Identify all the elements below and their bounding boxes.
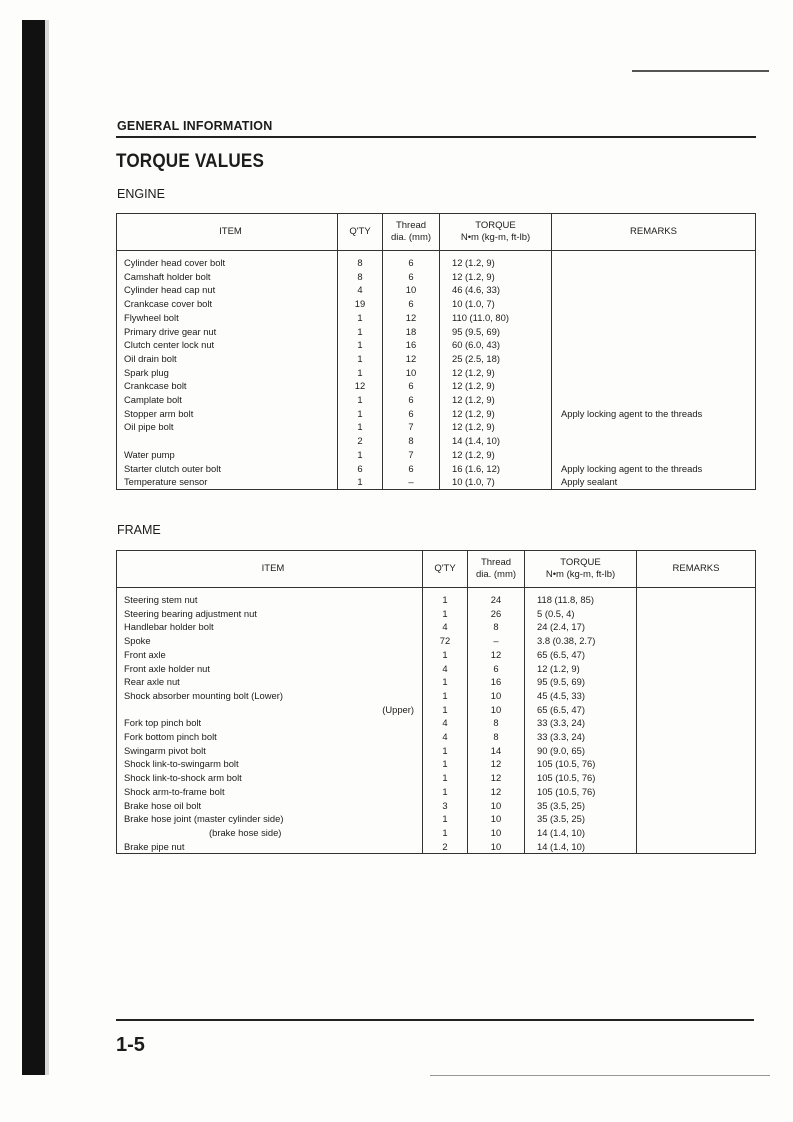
column-header-remarks [637,551,756,588]
qty-cell: 1 [423,648,468,662]
qty-cell: 1 [423,675,468,689]
item-cell: (brake hose side) [117,826,423,840]
qty-cell: 1 [423,812,468,826]
header-rule [116,136,756,138]
torque-cell: 35 (3.5, 25) [525,799,637,813]
qty-cell: 1 [423,703,468,717]
torque-cell: 95 (9.5, 69) [525,675,637,689]
column-header-item-label: ITEM [261,563,285,574]
remarks-cell [637,785,756,799]
table-row [117,297,756,311]
remarks-cell [552,434,756,448]
table-row [117,379,756,393]
table-row [117,744,756,758]
item-cell: Shock absorber mounting bolt (Lower) [117,689,423,703]
table-row [117,648,756,662]
item-cell: Shock link-to-shock arm bolt [117,771,423,785]
table-row [117,812,756,826]
thread-cell: 6 [468,662,525,676]
remarks-cell [637,648,756,662]
qty-cell: 4 [338,283,383,297]
item-cell: Crankcase cover bolt [117,297,338,311]
column-header-qty-label: Q'TY [349,226,371,237]
remarks-cell [637,716,756,730]
table-row [117,785,756,799]
item-cell: Cylinder head cover bolt [117,251,338,270]
thread-cell: 8 [468,620,525,634]
thread-cell: 12 [468,757,525,771]
thread-cell: 18 [383,325,440,339]
item-cell: Primary drive gear nut [117,325,338,339]
remarks-cell [637,730,756,744]
remarks-cell [552,251,756,270]
torque-cell: 5 (0.5, 4) [525,607,637,621]
column-header-item [117,551,423,588]
qty-cell: 1 [423,689,468,703]
thread-cell: 16 [468,675,525,689]
torque-cell: 105 (10.5, 76) [525,757,637,771]
binding-shadow [45,20,49,1075]
qty-cell: 2 [423,840,468,854]
qty-cell: 6 [338,462,383,476]
item-cell: Flywheel bolt [117,311,338,325]
thread-cell: – [383,475,440,489]
item-cell: Fork top pinch bolt [117,716,423,730]
thread-cell: 12 [383,352,440,366]
torque-cell: 12 (1.2, 9) [440,407,552,421]
qty-cell: 72 [423,634,468,648]
table-row [117,251,756,270]
torque-cell: 24 (2.4, 17) [525,620,637,634]
thread-cell: 12 [468,785,525,799]
thread-cell: 6 [383,251,440,270]
column-header-qty [423,551,468,588]
torque-cell: 12 (1.2, 9) [440,270,552,284]
thread-cell: – [468,634,525,648]
remarks-cell [637,703,756,717]
remarks-cell [552,283,756,297]
torque-cell: 95 (9.5, 69) [440,325,552,339]
torque-cell: 16 (1.6, 12) [440,462,552,476]
table-row [117,325,756,339]
item-cell: Spark plug [117,366,338,380]
qty-cell: 2 [338,434,383,448]
item-cell: Stopper arm bolt [117,407,338,421]
item-cell: Steering bearing adjustment nut [117,607,423,621]
item-cell: Brake hose oil bolt [117,799,423,813]
thread-cell: 7 [383,420,440,434]
table-row [117,840,756,854]
thread-cell: 8 [468,730,525,744]
torque-cell: 33 (3.3, 24) [525,716,637,730]
table-row [117,475,756,489]
torque-cell: 12 (1.2, 9) [440,366,552,380]
item-cell: Temperature sensor [117,475,338,489]
qty-cell: 1 [423,785,468,799]
qty-cell: 1 [338,475,383,489]
table-row [117,338,756,352]
column-header-thread [383,214,440,251]
thread-cell: 6 [383,297,440,311]
engine-section-label: ENGINE [117,187,165,201]
torque-cell: 65 (6.5, 47) [525,648,637,662]
item-cell: Starter clutch outer bolt [117,462,338,476]
item-cell: Front axle holder nut [117,662,423,676]
column-header-remarks-label: REMARKS [630,226,677,237]
column-header-remarks-label: REMARKS [672,563,720,574]
thread-cell: 10 [468,689,525,703]
remarks-cell [637,588,756,607]
item-cell: Brake hose joint (master cylinder side) [117,812,423,826]
torque-cell: 46 (4.6, 33) [440,283,552,297]
item-cell [117,434,338,448]
table-row [117,434,756,448]
thread-cell: 6 [383,379,440,393]
table-row [117,771,756,785]
remarks-cell [637,675,756,689]
torque-cell: 12 (1.2, 9) [440,420,552,434]
qty-cell: 4 [423,716,468,730]
torque-cell: 3.8 (0.38, 2.7) [525,634,637,648]
thread-cell: 6 [383,393,440,407]
qty-cell: 3 [423,799,468,813]
torque-cell: 45 (4.5, 33) [525,689,637,703]
item-cell: Water pump [117,448,338,462]
item-cell: Cylinder head cap nut [117,283,338,297]
qty-cell: 1 [338,325,383,339]
qty-cell: 1 [338,407,383,421]
table-row [117,588,756,607]
item-cell: Handlebar holder bolt [117,620,423,634]
qty-cell: 1 [423,771,468,785]
thread-cell: 6 [383,462,440,476]
remarks-cell [637,840,756,854]
column-header-thread-line1: Thread [480,557,512,568]
remarks-cell [552,420,756,434]
torque-cell: 25 (2.5, 18) [440,352,552,366]
item-cell: Spoke [117,634,423,648]
remarks-cell [637,607,756,621]
remarks-cell [637,826,756,840]
thread-cell: 8 [383,434,440,448]
thread-cell: 10 [468,840,525,854]
frame-torque-table [116,550,756,854]
column-header-torque-line2: N•m (kg-m, ft-lb) [545,569,616,580]
qty-cell: 1 [338,311,383,325]
table-row [117,352,756,366]
qty-cell: 1 [338,352,383,366]
column-header-remarks [552,214,756,251]
torque-cell: 105 (10.5, 76) [525,785,637,799]
table-row [117,607,756,621]
column-header-torque-line1: TORQUE [475,220,516,231]
torque-cell: 12 (1.2, 9) [440,379,552,393]
thread-cell: 10 [383,366,440,380]
binding-edge [22,20,45,1075]
remarks-cell [552,311,756,325]
table-row [117,730,756,744]
item-cell: Oil pipe bolt [117,420,338,434]
table-row [117,462,756,476]
torque-cell: 14 (1.4, 10) [440,434,552,448]
column-header-item [117,214,338,251]
thread-cell: 10 [468,826,525,840]
remarks-cell [637,812,756,826]
table-row [117,620,756,634]
item-cell: Steering stem nut [117,588,423,607]
table-row [117,757,756,771]
item-cell: Shock link-to-swingarm bolt [117,757,423,771]
thread-cell: 7 [383,448,440,462]
bottom-rule [430,1075,770,1076]
table-row [117,689,756,703]
frame-section-label: FRAME [117,523,161,537]
qty-cell: 1 [423,588,468,607]
engine-header-row [117,214,756,251]
thread-cell: 10 [468,703,525,717]
table-row [117,448,756,462]
column-header-thread-line2: dia. (mm) [475,569,517,580]
item-cell: Clutch center lock nut [117,338,338,352]
column-header-torque [525,551,637,588]
torque-cell: 65 (6.5, 47) [525,703,637,717]
table-row [117,407,756,421]
table-row [117,393,756,407]
column-header-qty-label: Q'TY [434,563,456,574]
table-row [117,634,756,648]
table-row [117,662,756,676]
table-row [117,283,756,297]
torque-cell: 12 (1.2, 9) [525,662,637,676]
qty-cell: 4 [423,662,468,676]
item-cell: Camshaft holder bolt [117,270,338,284]
remarks-cell [637,799,756,813]
torque-cell: 12 (1.2, 9) [440,393,552,407]
qty-cell: 1 [338,448,383,462]
remarks-cell [552,297,756,311]
thread-cell: 12 [468,648,525,662]
table-row [117,703,756,717]
qty-cell: 4 [423,730,468,744]
remarks-cell [637,620,756,634]
page-title: TORQUE VALUES [116,151,265,172]
table-row [117,826,756,840]
column-header-thread-line2: dia. (mm) [390,232,432,243]
qty-cell: 4 [423,620,468,634]
table-row [117,799,756,813]
table-row [117,311,756,325]
torque-cell: 12 (1.2, 9) [440,251,552,270]
torque-cell: 12 (1.2, 9) [440,448,552,462]
remarks-cell [552,366,756,380]
column-header-torque-line1: TORQUE [560,557,601,568]
torque-cell: 14 (1.4, 10) [525,840,637,854]
remarks-cell [637,689,756,703]
thread-cell: 10 [468,799,525,813]
qty-cell: 12 [338,379,383,393]
remarks-cell [552,448,756,462]
qty-cell: 1 [338,393,383,407]
column-header-item-label: ITEM [219,226,242,237]
item-cell: Brake pipe nut [117,840,423,854]
remarks-cell [552,352,756,366]
qty-cell: 19 [338,297,383,311]
thread-cell: 6 [383,270,440,284]
table-row [117,420,756,434]
remarks-cell [637,744,756,758]
thread-cell: 14 [468,744,525,758]
qty-cell: 8 [338,270,383,284]
engine-table-body [117,251,756,490]
torque-cell: 10 (1.0, 7) [440,475,552,489]
torque-cell: 33 (3.3, 24) [525,730,637,744]
section-header: GENERAL INFORMATION [117,119,273,133]
remarks-cell: Apply locking agent to the threads [552,462,756,476]
item-cell: (Upper) [117,703,423,717]
column-header-thread-line1: Thread [395,220,427,231]
item-cell: Front axle [117,648,423,662]
top-rule [632,70,769,72]
remarks-cell [637,757,756,771]
thread-cell: 26 [468,607,525,621]
torque-cell: 60 (6.0, 43) [440,338,552,352]
torque-cell: 118 (11.8, 85) [525,588,637,607]
item-cell: Rear axle nut [117,675,423,689]
remarks-cell: Apply locking agent to the threads [552,407,756,421]
thread-cell: 10 [383,283,440,297]
torque-cell: 105 (10.5, 76) [525,771,637,785]
remarks-cell: Apply sealant [552,475,756,489]
remarks-cell [637,634,756,648]
thread-cell: 24 [468,588,525,607]
column-header-qty [338,214,383,251]
table-row [117,716,756,730]
thread-cell: 8 [468,716,525,730]
page-number: 1-5 [116,1034,145,1056]
qty-cell: 1 [423,607,468,621]
qty-cell: 8 [338,251,383,270]
item-cell: Fork bottom pinch bolt [117,730,423,744]
table-row [117,366,756,380]
engine-torque-table [116,213,756,490]
thread-cell: 12 [383,311,440,325]
remarks-cell [552,325,756,339]
column-header-torque-line2: N•m (kg-m, ft-lb) [460,232,531,243]
remarks-cell [637,662,756,676]
qty-cell: 1 [338,338,383,352]
thread-cell: 6 [383,407,440,421]
qty-cell: 1 [338,420,383,434]
torque-cell: 35 (3.5, 25) [525,812,637,826]
qty-cell: 1 [423,744,468,758]
qty-cell: 1 [338,366,383,380]
item-cell: Oil drain bolt [117,352,338,366]
column-header-torque [440,214,552,251]
thread-cell: 10 [468,812,525,826]
remarks-cell [637,771,756,785]
item-cell: Crankcase bolt [117,379,338,393]
thread-cell: 16 [383,338,440,352]
remarks-cell [552,270,756,284]
item-cell: Swingarm pivot bolt [117,744,423,758]
item-cell: Shock arm-to-frame bolt [117,785,423,799]
frame-table-body [117,588,756,854]
remarks-cell [552,379,756,393]
qty-cell: 1 [423,826,468,840]
torque-cell: 10 (1.0, 7) [440,297,552,311]
table-row [117,675,756,689]
column-header-thread [468,551,525,588]
remarks-cell [552,338,756,352]
torque-cell: 90 (9.0, 65) [525,744,637,758]
item-cell: Camplate bolt [117,393,338,407]
footer-rule [116,1019,754,1021]
thread-cell: 12 [468,771,525,785]
frame-header-row [117,551,756,588]
table-row [117,270,756,284]
torque-cell: 14 (1.4, 10) [525,826,637,840]
qty-cell: 1 [423,757,468,771]
remarks-cell [552,393,756,407]
torque-cell: 110 (11.0, 80) [440,311,552,325]
